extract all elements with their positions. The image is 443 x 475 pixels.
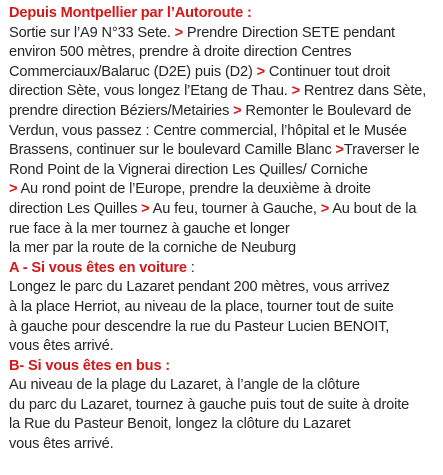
arrow-marker: >: [233, 102, 242, 119]
text-line: [9, 239, 441, 259]
directions-autoroute-text: [9, 24, 441, 259]
arrow-marker: >: [320, 200, 330, 217]
text-segment: direction Les Quilles: [9, 200, 142, 217]
text-line: [9, 161, 441, 181]
text-line: la Rue du Pasteur Benoit, longez la clôture du Lazaret: [9, 416, 351, 433]
heading-bus: B- Si vous êtes en bus :: [9, 357, 171, 374]
text-line: Au niveau de la plage du Lazaret, à l’angle de la clôture: [9, 377, 360, 394]
text-segment: Commerciaux/Balaruc (D2E) puis (D2): [9, 63, 257, 80]
text-line: à la place Herriot, au niveau de la place, tourner tout de suite: [9, 298, 394, 315]
text-line: [9, 220, 441, 240]
text-segment: prendre direction Béziers/Metairies: [9, 102, 234, 119]
text-line: [9, 24, 441, 44]
text-segment: Traverser le: [343, 142, 420, 159]
text-line: du parc du Lazaret, tournez à gauche puis tout de suite à droite: [9, 396, 410, 413]
arrow-marker: >: [256, 63, 266, 80]
heading-car-label: A - Si vous êtes en voiture: [9, 259, 187, 276]
heading-montpellier-autoroute: Depuis Montpellier par l’Autoroute :: [9, 5, 252, 21]
text-segment: Rentrez dans Sète,: [300, 83, 427, 100]
heading-car-suffix: :: [186, 259, 195, 276]
directions-document: [9, 4, 441, 455]
text-segment: Sortie sur l’A9 N°33 Sete.: [9, 24, 175, 41]
arrow-marker: >: [335, 142, 344, 159]
arrow-marker: >: [174, 24, 184, 41]
text-line: [9, 180, 441, 200]
text-segment: Remonter le Boulevard de: [241, 102, 412, 119]
text-segment: Verdun, vous passez : Centre commercial, l’hôpital et le Musée: [9, 122, 407, 139]
text-segment: Prendre Direction SETE pendant: [183, 24, 395, 41]
text-line: [9, 141, 441, 161]
text-line: vous êtes arrivé.: [9, 338, 114, 355]
text-line: [9, 82, 441, 102]
text-line: à gauche pour descendre la rue du Pasteur Lucien BENOIT,: [9, 318, 390, 335]
text-line: [9, 63, 441, 83]
directions-car-text: [9, 278, 441, 356]
text-segment: Au bout de la: [329, 200, 417, 217]
arrow-marker: >: [291, 83, 300, 100]
text-line: [9, 43, 441, 63]
text-segment: Rond Point de la Vignerai direction Les Quilles/ Corniche: [9, 161, 368, 178]
text-segment: la mer par la route de la corniche de Neuburg: [9, 240, 296, 257]
text-line: [9, 200, 441, 220]
text-segment: Au rond point de l’Europe, prendre la deuxième à droite: [17, 181, 371, 198]
text-line: Longez le parc du Lazaret pendant 200 mètres, vous arrivez: [9, 279, 390, 296]
text-line: [9, 122, 441, 142]
text-line: [9, 102, 441, 122]
text-segment: Brassens, continuer sur le boulevard Camille Blanc: [9, 142, 336, 159]
arrow-marker: >: [141, 200, 150, 217]
text-segment: direction Sète, vous longez l’Etang de Thau.: [9, 83, 292, 100]
text-segment: environ 500 mètres, prendre à droite direction Centres: [9, 44, 352, 61]
text-segment: Continuer tout droit: [265, 63, 391, 80]
arrow-marker: >: [9, 181, 18, 198]
directions-bus-text: [9, 376, 441, 454]
text-line: vous êtes arrivé.: [9, 436, 114, 453]
heading-car: [9, 259, 441, 279]
text-segment: rue face à la mer tournez à gauche et longer: [9, 220, 290, 237]
text-segment: Au feu, tourner à Gauche,: [149, 200, 321, 217]
